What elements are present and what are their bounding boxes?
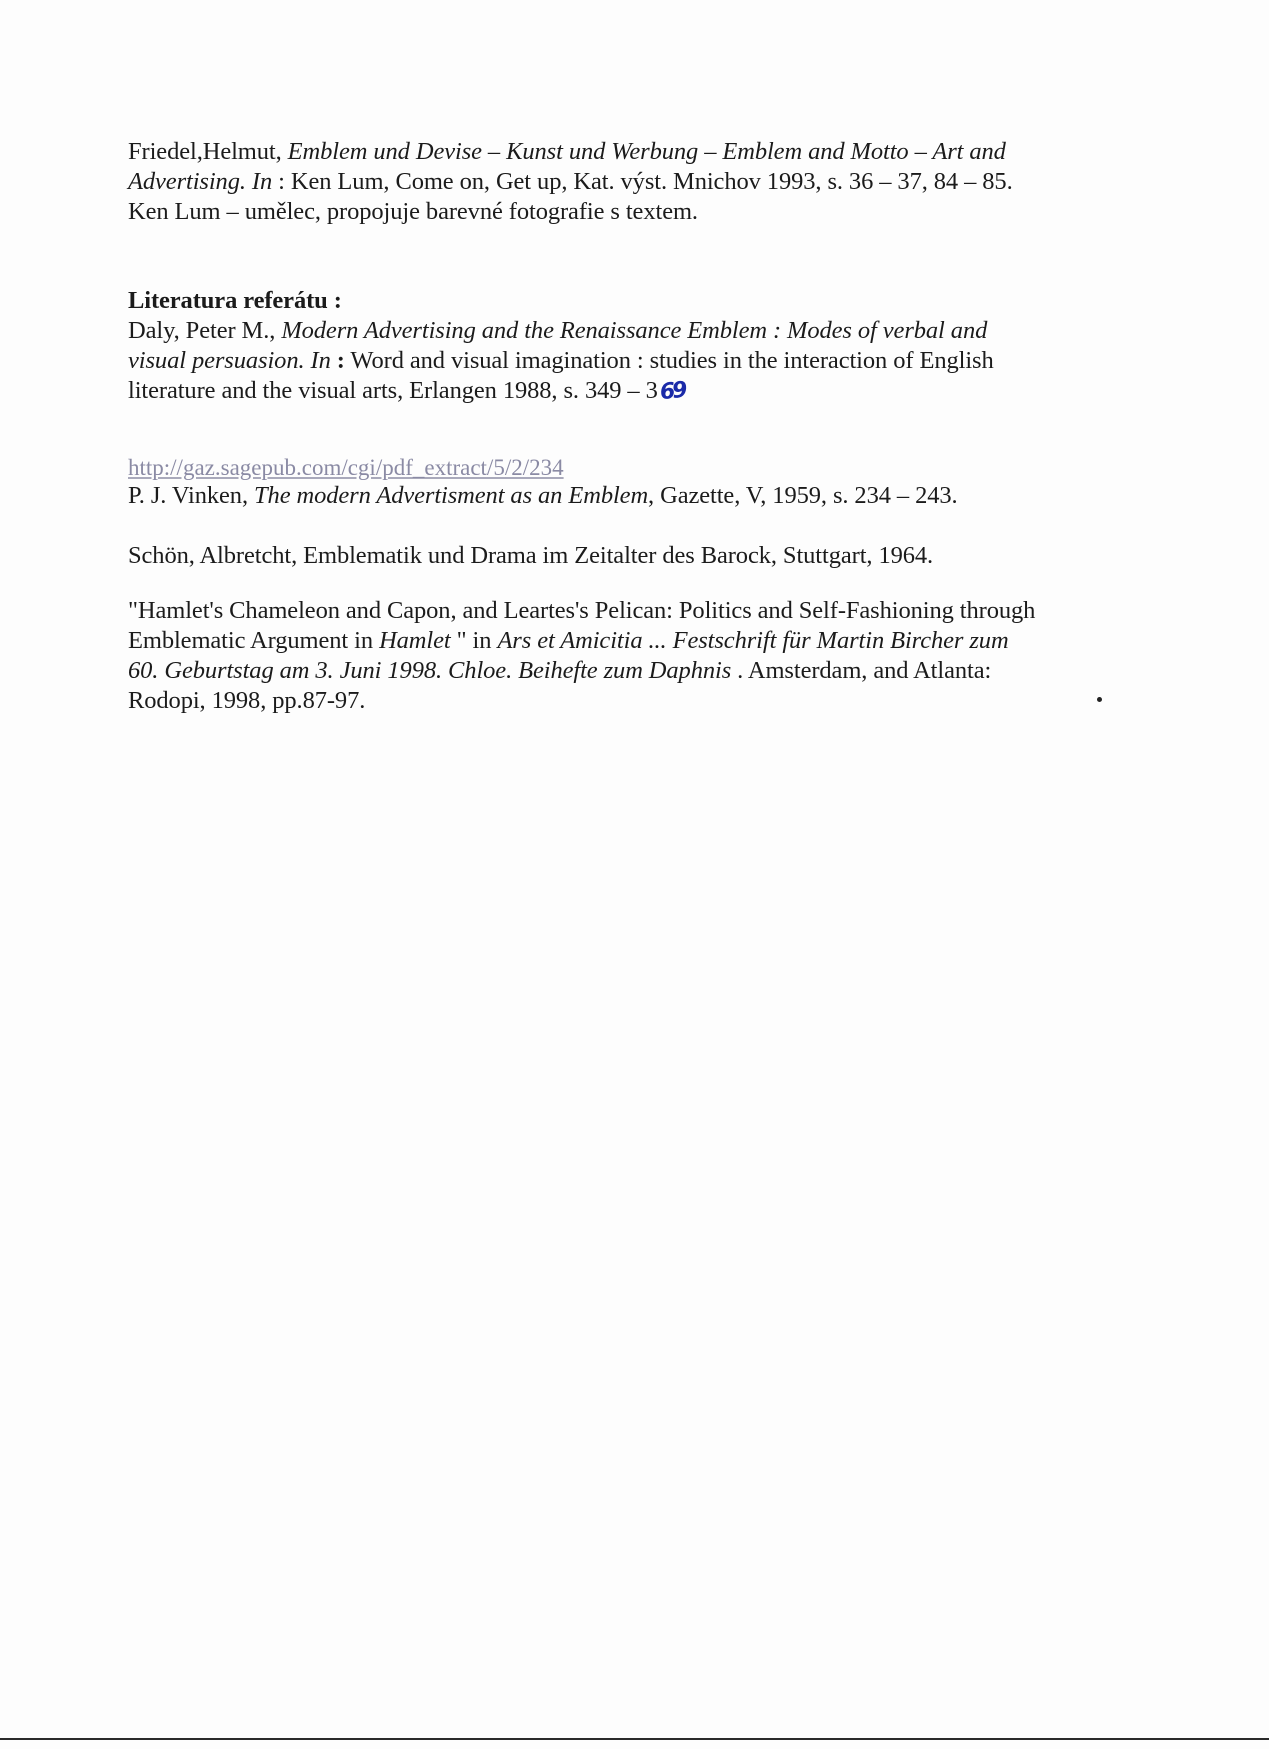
daly-author: Daly, Peter M.,: [128, 317, 282, 344]
sagepub-link[interactable]: http://gaz.sagepub.com/cgi/pdf_extract/5/2/234: [128, 455, 564, 480]
hamlet-publisher: . Amsterdam, and Atlanta:: [731, 657, 992, 684]
schon-line: Schön, Albretcht, Emblematik und Drama im Zeitalter des Barock, Stuttgart, 1964.: [128, 542, 934, 569]
bibliography-entry-schon: [128, 541, 1088, 571]
scan-bottom-edge: [0, 1738, 1269, 1740]
literature-section: [128, 286, 1088, 407]
daly-line-1: [128, 316, 1088, 346]
bibliography-entry-friedel: [128, 137, 1088, 227]
bibliography-entry-hamlet: [128, 596, 1088, 716]
hamlet-line-4: Rodopi, 1998, pp.87-97.: [128, 687, 366, 714]
bibliography-entry-vinken: [128, 481, 1088, 511]
friedel-author: Friedel,Helmut,: [128, 138, 288, 165]
handwritten-page-number: 69: [658, 377, 686, 406]
daly-colon: :: [330, 347, 345, 374]
daly-line-2: [128, 346, 1088, 376]
daly-place-pages: literature and the visual arts, Erlangen 1988, s. 349 – 3: [128, 377, 658, 404]
friedel-line-1: [128, 137, 1088, 167]
vinken-line: [128, 481, 1088, 511]
daly-title-cont: visual persuasion. In: [128, 347, 331, 374]
friedel-title: Emblem und Devise – Kunst und Werbung – Emblem and Motto – Art and: [287, 138, 1006, 165]
hamlet-title: Hamlet: [379, 627, 451, 654]
hamlet-line-1: "Hamlet's Chameleon and Capon, and Leartes's Pelican: Politics and Self-Fashioning through: [128, 597, 1036, 624]
vinken-title: The modern Advertisment as an Emblem: [254, 482, 649, 509]
festschrift-title: Ars et Amicitia ... Festschrift für Martin Bircher zum: [497, 627, 1009, 654]
vinken-author: P. J. Vinken,: [128, 482, 255, 509]
friedel-line-2: [128, 167, 1088, 197]
daly-title: Modern Advertising and the Renaissance Emblem : Modes of verbal and: [281, 317, 988, 344]
hamlet-line-3: [128, 656, 1088, 686]
festschrift-title-cont: 60. Geburtstag am 3. Juni 1998. Chloe. Beihefte zum Daphnis: [128, 657, 732, 684]
hamlet-line-2-start: Emblematic Argument in: [128, 627, 380, 654]
hamlet-line-2: [128, 626, 1088, 656]
friedel-title-cont: Advertising. In: [128, 168, 273, 195]
vinken-publication: , Gazette, V, 1959, s. 234 – 243.: [648, 482, 958, 509]
section-heading: Literatura referátu :: [128, 287, 342, 314]
scan-dot: [1097, 697, 1102, 702]
daly-publication: Word and visual imagination : studies in the interaction of English: [344, 347, 994, 374]
friedel-publication: : Ken Lum, Come on, Get up, Kat. výst. Mnichov 1993, s. 36 – 37, 84 – 85.: [272, 168, 1013, 195]
daly-line-3: [128, 376, 1088, 407]
hamlet-line-2-mid: " in: [450, 627, 498, 654]
friedel-note: Ken Lum – umělec, propojuje barevné fotografie s textem.: [128, 198, 698, 225]
